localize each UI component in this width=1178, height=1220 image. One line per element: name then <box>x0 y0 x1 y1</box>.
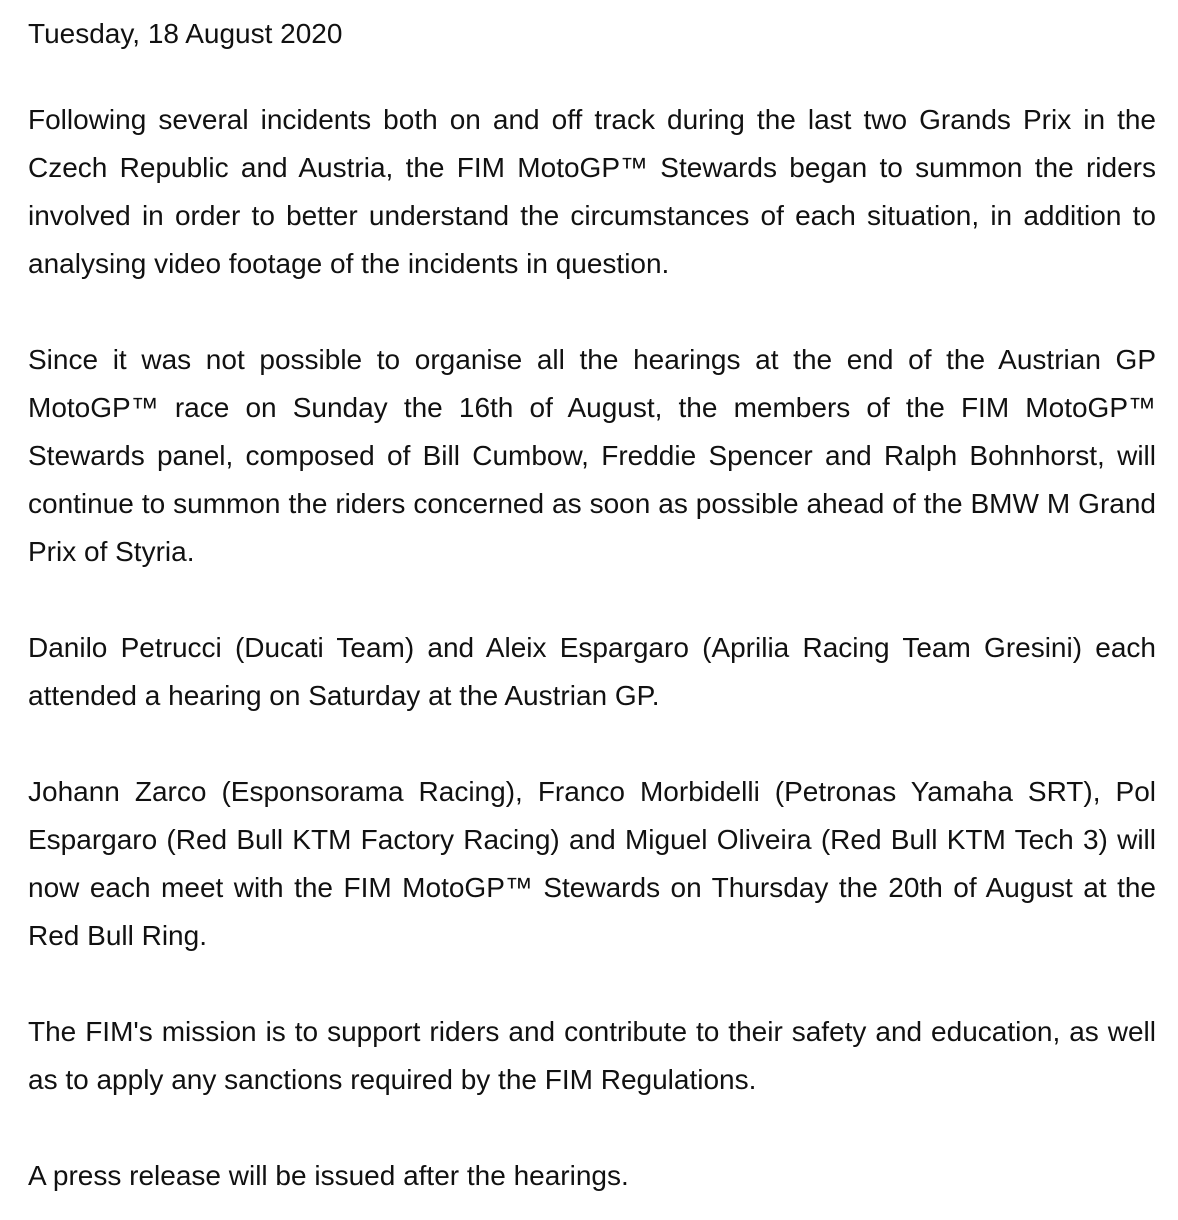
article-paragraph-5: The FIM's mission is to support riders and contribute to their safety and education, as well as to apply any sanctions required by the FIM Regulations. <box>28 1016 1156 1095</box>
article-paragraph-2: Since it was not possible to organise all the hearings at the end of the Austrian GP MotoGP™ race on Sunday the 16th of August, the members of the FIM MotoGP™ Stewards panel, composed of Bill Cumbow, Freddie Spencer and Ralph Bohnhorst, will continue to summon the riders concerned as soon as possible ahead of the BMW M Grand Prix of Styria. <box>28 344 1156 567</box>
article-paragraph-3: Danilo Petrucci (Ducati Team) and Aleix Espargaro (Aprilia Racing Team Gresini) each attended a hearing on Saturday at the Austrian GP. <box>28 632 1156 711</box>
article-date: Tuesday, 18 August 2020 <box>28 18 343 49</box>
article-paragraph-4: Johann Zarco (Esponsorama Racing), Franco Morbidelli (Petronas Yamaha SRT), Pol Espargaro (Red Bull KTM Factory Racing) and Miguel Oliveira (Red Bull KTM Tech 3) will now each meet with the FIM MotoGP™ Stewards on Thursday the 20th of August at the Red Bull Ring. <box>28 776 1156 951</box>
article-paragraph-6: A press release will be issued after the hearings. <box>28 1160 629 1191</box>
article-paragraph-1: Following several incidents both on and off track during the last two Grands Prix in the Czech Republic and Austria, the FIM MotoGP™ Stewards began to summon the riders involved in order to better understand the circumstances of each situation, in addition to analysing video footage of the incidents in question. <box>28 104 1156 279</box>
